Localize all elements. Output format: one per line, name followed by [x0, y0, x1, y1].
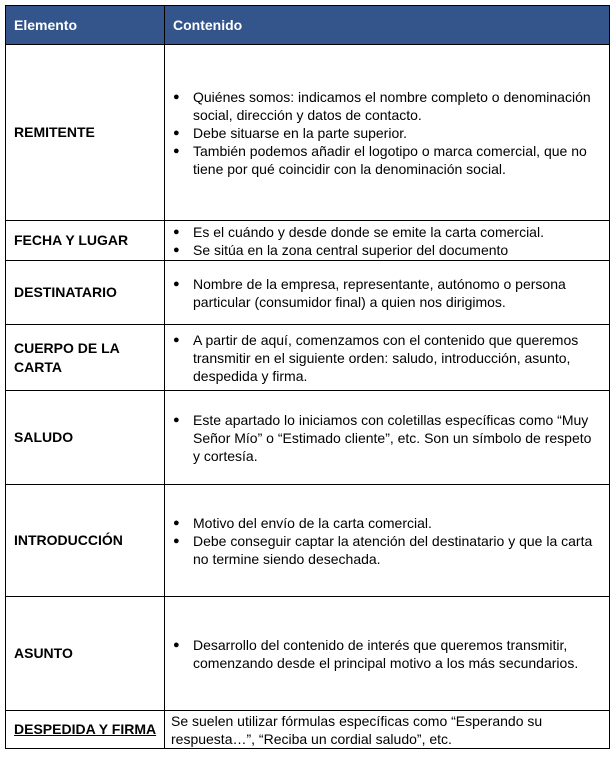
despedida-y-firma-link[interactable]: DESPEDIDA Y FIRMA [14, 721, 157, 737]
list-item [171, 142, 601, 178]
list-item-text: Quiénes somos: indicamos el nombre completo o denominación social, dirección y datos de contacto. [193, 88, 591, 123]
content-destinatario [165, 261, 610, 325]
bullet-list [171, 223, 601, 259]
bullet-list [171, 88, 601, 178]
list-item [171, 532, 601, 568]
bullet-icon: ● [173, 413, 180, 426]
header-element: Elemento [6, 6, 165, 45]
list-item-text: También podemos añadir el logotipo o marca comercial, que no tiene por qué coincidir con la denominación social. [193, 142, 587, 177]
element-remitente: REMITENTE [6, 45, 165, 221]
bullet-icon: ● [173, 144, 180, 157]
content-saludo [165, 391, 610, 485]
content-remitente [165, 45, 610, 221]
table-row-cuerpo-de-la-carta [6, 325, 610, 391]
bullet-icon: ● [173, 225, 180, 238]
list-item [171, 124, 601, 142]
element-destinatario: DESTINATARIO [6, 261, 165, 325]
header-content: Contenido [165, 6, 610, 45]
list-item [171, 331, 601, 385]
bullet-list [171, 636, 601, 672]
element-despedida-y-firma [6, 711, 165, 749]
element-introduccion: INTRODUCCIÓN [6, 485, 165, 597]
bullet-icon: ● [173, 333, 180, 346]
bullet-list [171, 331, 601, 385]
list-item [171, 514, 601, 532]
bullet-icon: ● [173, 534, 180, 547]
list-item-text: Este apartado lo iniciamos con coletillas específicas como “Muy Señor Mío” o “Estimado cliente”, etc. Son un símbolo de respeto y cortesía. [193, 411, 592, 464]
bullet-icon: ● [173, 516, 180, 529]
list-item [171, 241, 601, 259]
bullet-icon: ● [173, 638, 180, 651]
list-item-text: Se sitúa en la zona central superior del documento [193, 241, 509, 258]
element-asunto: ASUNTO [6, 597, 165, 711]
list-item-text: Es el cuándo y desde donde se emite la carta comercial. [193, 223, 544, 240]
list-item [171, 88, 601, 124]
bullet-list [171, 411, 601, 465]
content-despedida-y-firma: Se suelen utilizar fórmulas específicas como “Esperando su respuesta…”, “Reciba un cordial saludo”, etc. [165, 711, 610, 749]
list-item-text: Debe situarse en la parte superior. [193, 124, 408, 141]
header-row [6, 6, 610, 45]
table-row-remitente [6, 45, 610, 221]
list-item-text: Motivo del envío de la carta comercial. [193, 514, 432, 531]
element-fecha-y-lugar: FECHA Y LUGAR [6, 221, 165, 261]
bullet-list [171, 514, 601, 568]
table-row-introduccion [6, 485, 610, 597]
list-item [171, 411, 601, 465]
table-row-saludo [6, 391, 610, 485]
bullet-icon: ● [173, 90, 180, 103]
table-row-fecha-y-lugar [6, 221, 610, 261]
element-saludo: SALUDO [6, 391, 165, 485]
table-row-destinatario [6, 261, 610, 325]
content-introduccion [165, 485, 610, 597]
content-table [5, 5, 610, 749]
bullet-icon: ● [173, 277, 180, 290]
list-item-text: Debe conseguir captar la atención del destinatario y que la carta no termine siendo desechada. [193, 532, 593, 567]
bullet-list [171, 275, 601, 311]
list-item [171, 636, 601, 672]
content-asunto [165, 597, 610, 711]
list-item-text: Nombre de la empresa, representante, autónomo o persona particular (consumidor final) a quien nos dirigimos. [193, 275, 566, 310]
content-fecha-y-lugar [165, 221, 610, 261]
table-row-asunto [6, 597, 610, 711]
bullet-icon: ● [173, 243, 180, 256]
list-item-text: Desarrollo del contenido de interés que queremos transmitir, comenzando desde el principal motivo a los más secundarios. [193, 636, 579, 671]
bullet-icon: ● [173, 126, 180, 139]
list-item-text: A partir de aquí, comenzamos con el contenido que queremos transmitir en el siguiente orden: saludo, introducción, asunto, despedida y firma. [193, 331, 579, 384]
list-item [171, 275, 601, 311]
table-row-despedida-y-firma [6, 711, 610, 749]
element-cuerpo-de-la-carta: CUERPO DE LA CARTA [6, 325, 165, 391]
content-cuerpo-de-la-carta [165, 325, 610, 391]
list-item [171, 223, 601, 241]
